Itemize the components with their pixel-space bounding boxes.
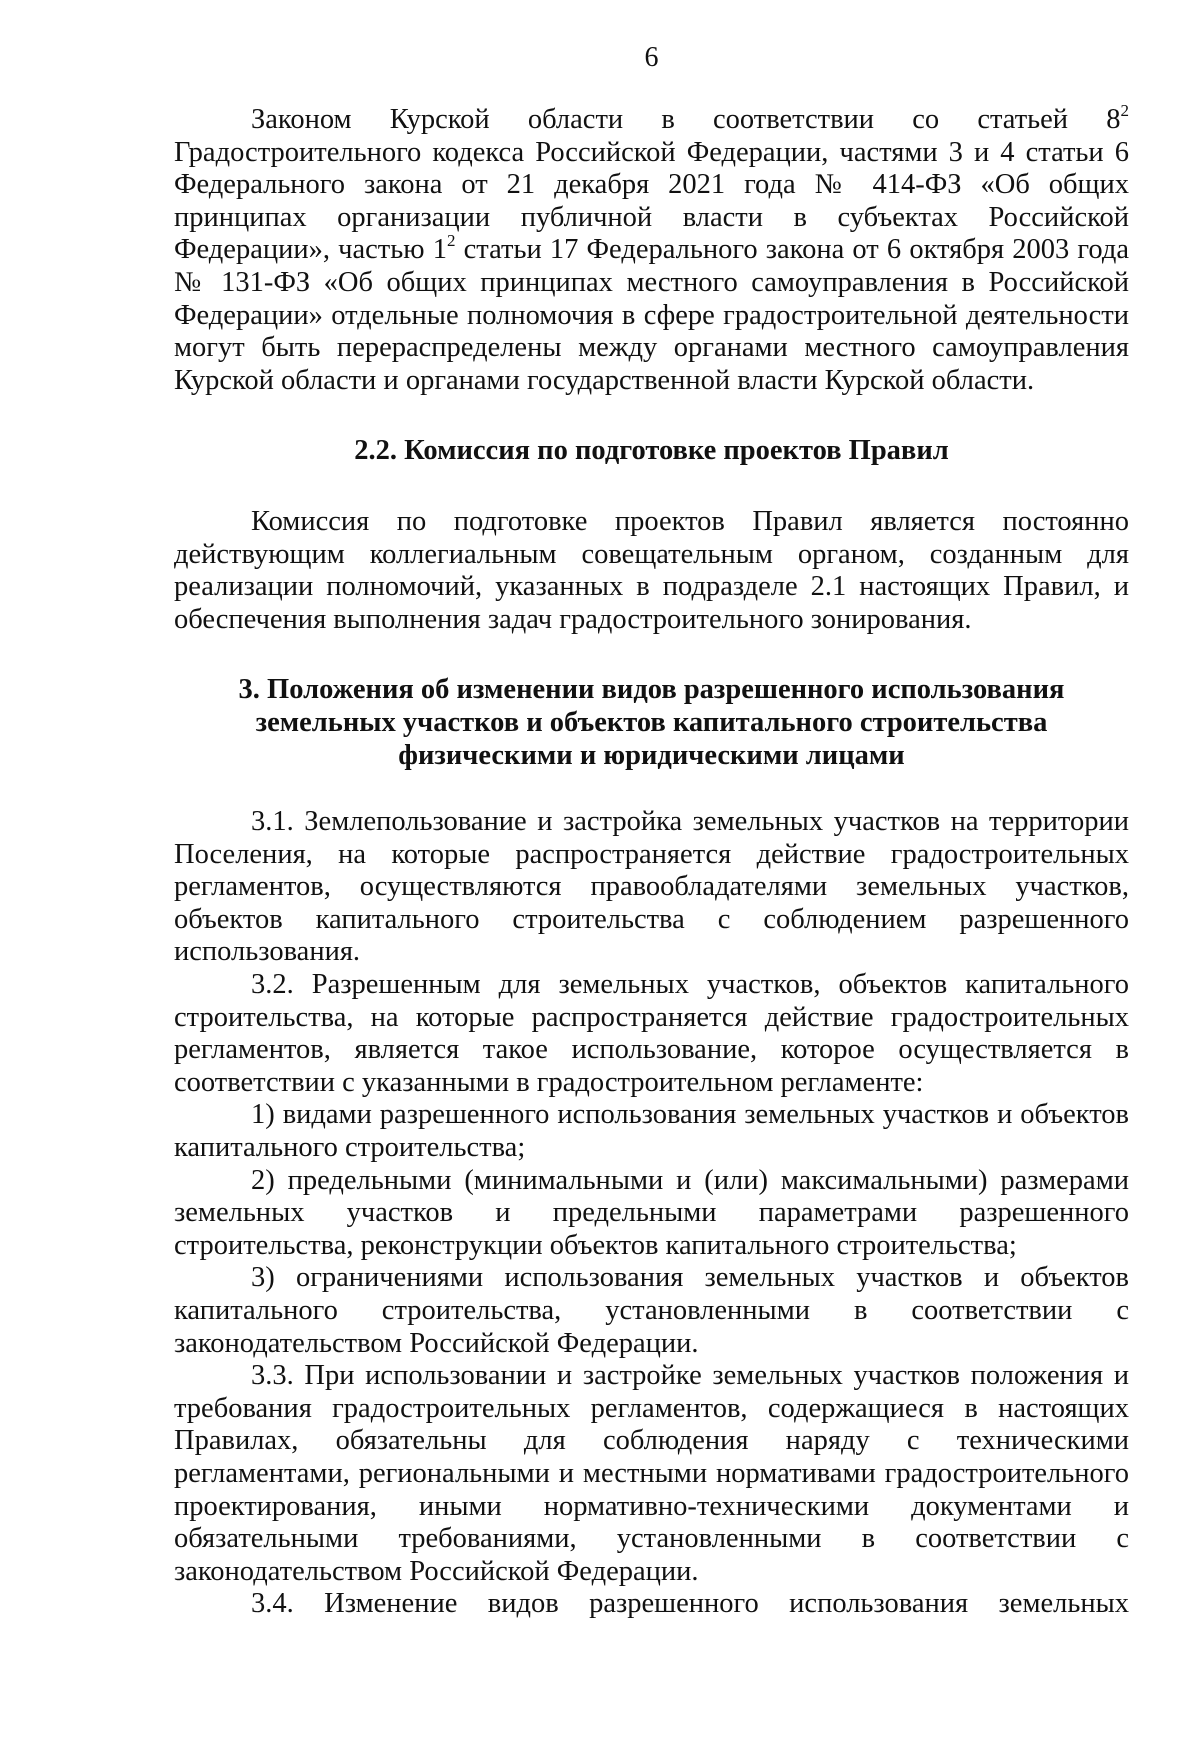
heading-line: 3. Положения об изменении видов разрешенного использования [238, 674, 1065, 706]
superscript: 2 [446, 231, 456, 251]
clause-3-3: 3.3. При использовании и застройке земельных участков положения и требования градостроительных регламентов, содержащиеся в настоящих Правилах, обязательны для соблюдения наряду с техническими регламентами, региональными и местными нормативами градостроительного проектирования, иными нормативно-техническими документами и обязательными требованиями, установленными в соответствии с законодательством Российской Федерации. [174, 1360, 1129, 1587]
section-heading-2-2: 2.2. Комиссия по подготовке проектов Правил [354, 435, 949, 467]
document-page [174, 40, 1129, 1621]
paragraph-commission: Комиссия по подготовке проектов Правил является постоянно действующим коллегиальным совещательным органом, созданным для реализации полномочий, указанных в подразделе 2.1 настоящих Правил, и обеспечения выполнения задач градостроительного зонирования. [174, 505, 1129, 635]
list-item-2: 2) предельными (минимальными и (или) максимальными) размерами земельных участков и предельными параметрами разрешенного строительства, реконструкции объектов капитального строительства; [174, 1164, 1129, 1261]
list-item-3: 3) ограничениями использования земельных участков и объектов капитального строительства, установленными в соответствии с законодательством Российской Федерации. [174, 1262, 1129, 1359]
clause-3-4: 3.4. Изменение видов разрешенного использования земельных [251, 1588, 1129, 1620]
superscript: 2 [1120, 101, 1129, 120]
section-heading-3 [174, 674, 1129, 772]
page-number: 6 [644, 42, 659, 73]
heading-line: физическими и юридическими лицами [398, 739, 905, 771]
clause-3-1: 3.1. Землепользование и застройка земельных участков на территории Поселения, на которые распространяется действие градостроительных регламентов, осуществляются правообладателями земельных участков, объектов капитального строительства с соблюдением разрешенного использования. [174, 806, 1129, 968]
paragraph-law-reference [174, 101, 1129, 397]
paragraph-text: Градостроительного кодекса Российской Федерации, частями 3 и 4 статьи 6 Федерального закона от 21 декабря 2021 года № 414-ФЗ «Об общих принципах организации публичной власти в субъектах Российской Федерации», частью 1 [174, 136, 1129, 266]
list-item-1: 1) видами разрешенного использования земельных участков и объектов капитального строительства; [174, 1099, 1129, 1164]
clause-3-2: 3.2. Разрешенным для земельных участков, объектов капитального строительства, на которые распространяется действие градостроительных регламентов, является такое использование, которое осуществляется в соответствии с указанными в градостроительном регламенте: [174, 969, 1129, 1098]
paragraph-text: Законом Курской области в соответствии со статьей 8 [251, 104, 1121, 135]
paragraph-text: статьи 17 Федерального закона от 6 октября 2003 года № 131-ФЗ «Об общих принципах местного самоуправления в Российской Федерации» отдельные полномочия в сфере градостроительной деятельности могут быть перераспределены между органами местного самоуправления Курской области и органами государственной власти Курской области. [174, 234, 1129, 396]
heading-line: земельных участков и объектов капитального строительства [255, 706, 1048, 738]
